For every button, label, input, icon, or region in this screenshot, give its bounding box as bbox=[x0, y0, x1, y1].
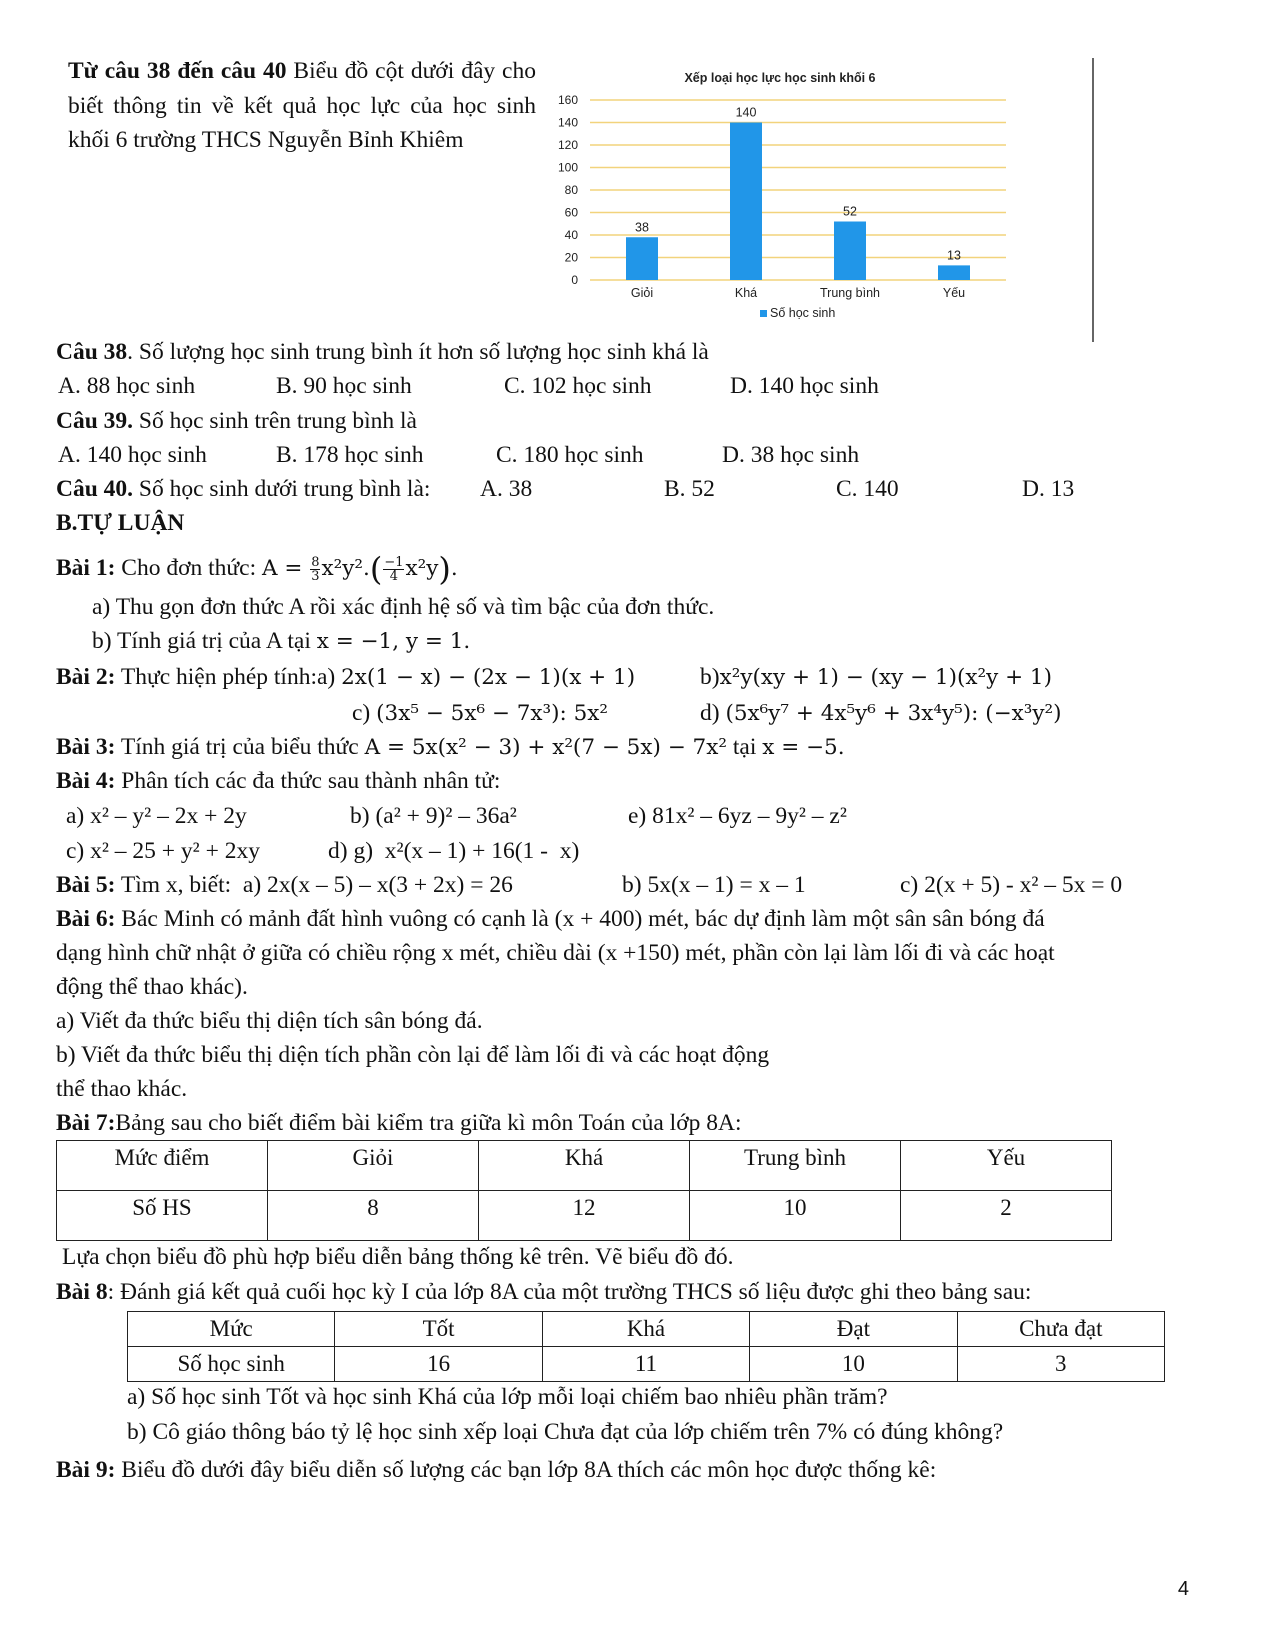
question-39-text: Số học sinh trên trung bình là bbox=[133, 408, 417, 434]
q39-option-d: D. 38 học sinh bbox=[722, 442, 860, 468]
bar bbox=[626, 237, 658, 280]
table-cell: 16 bbox=[335, 1347, 542, 1382]
intro-paragraph bbox=[68, 54, 536, 158]
bai-1 bbox=[56, 550, 458, 588]
q38-option-b: B. 90 học sinh bbox=[276, 373, 412, 399]
bar-chart-svg bbox=[548, 58, 1088, 342]
bai-6-label: Bài 6: bbox=[56, 906, 116, 932]
y-tick-label: 40 bbox=[564, 228, 578, 242]
bai-5-label: Bài 5: bbox=[56, 872, 116, 898]
table-cell: Số học sinh bbox=[128, 1347, 335, 1382]
bai-8-table bbox=[127, 1311, 1165, 1382]
bai-3-tai: tại bbox=[732, 734, 757, 760]
bai-2-part-d: d) (5x⁶y⁷ + 4x⁵y⁶ + 3x⁴y⁵): (−x³y²) bbox=[700, 700, 1062, 726]
bar-chart bbox=[548, 58, 1088, 342]
bai-4-text: Phân tích các đa thức sau thành nhân tử: bbox=[115, 768, 501, 794]
intro-bold: Từ câu 38 đến câu 40 bbox=[68, 58, 287, 84]
y-tick-label: 160 bbox=[557, 93, 578, 107]
bai-1-part-a: a) Thu gọn đơn thức A rồi xác định hệ số và tìm bậc của đơn thức. bbox=[92, 594, 715, 620]
bai-6-part-b-line-1: b) Viết đa thức biểu thị diện tích phần còn lại để làm lối đi và các hoạt động bbox=[56, 1042, 770, 1068]
bai-9-text: Biểu đồ dưới đây biểu diễn số lượng các bạn lớp 8A thích các môn học được thống kê: bbox=[115, 1457, 937, 1483]
bai-4-part-e: e) 81x² – 6yz – 9y² – z² bbox=[628, 803, 847, 829]
y-tick-label: 140 bbox=[557, 115, 578, 130]
data-label: 52 bbox=[843, 204, 857, 219]
q40-option-c: C. 140 bbox=[836, 476, 899, 502]
bai-5-part-b: b) 5x(x – 1) = x – 1 bbox=[622, 872, 806, 898]
bai-7-instruction: Lựa chọn biểu đồ phù hợp biểu diễn bảng thống kê trên. Vẽ biểu đồ đó. bbox=[62, 1244, 734, 1270]
bai-2-part-b: b)x²y(xy + 1) − (xy − 1)(x²y + 1) bbox=[700, 664, 1052, 690]
bai-1-formula: A = $\frac{8}{3}$ x²y².( $\frac{-1}{4}$ x²y). bbox=[261, 550, 458, 588]
table-cell: Số HS bbox=[57, 1191, 268, 1241]
table-cell: Mức bbox=[128, 1312, 335, 1347]
bar bbox=[730, 123, 762, 281]
q38-option-d: D. 140 học sinh bbox=[730, 373, 879, 399]
table-cell: Khá bbox=[542, 1312, 749, 1347]
q40-option-d: D. 13 bbox=[1022, 476, 1075, 502]
bai-6-part-b-line-2: thể thao khác. bbox=[56, 1076, 188, 1102]
x-tick-label: Yếu bbox=[942, 286, 966, 300]
q39-option-a: A. 140 học sinh bbox=[58, 442, 207, 468]
question-38-label: Câu 38 bbox=[56, 339, 128, 365]
bar bbox=[834, 222, 866, 281]
x-tick-label: Giỏi bbox=[630, 286, 654, 300]
bai-8-part-a: a) Số học sinh Tốt và học sinh Khá của lớp mỗi loại chiếm bao nhiêu phần trăm? bbox=[127, 1384, 888, 1410]
bai-2-label: Bài 2: bbox=[56, 664, 116, 690]
table-row bbox=[128, 1347, 1165, 1382]
q39-option-b: B. 178 học sinh bbox=[276, 442, 424, 468]
bai-4 bbox=[56, 768, 500, 795]
bai-1-part-b: b) Tính giá trị của A tại x = −1, y = 1. bbox=[92, 628, 471, 654]
y-tick-label: 60 bbox=[564, 205, 578, 220]
chart-border-line bbox=[1092, 58, 1094, 342]
table-cell: 8 bbox=[268, 1191, 479, 1241]
bai-5: Bài 5: Tìm x, biết: a) 2x(x – 5) – x(3 + 2x) = 26 bbox=[56, 872, 513, 898]
question-39 bbox=[56, 408, 417, 435]
table-cell: 10 bbox=[690, 1191, 901, 1241]
bai-5-part-c: c) 2(x + 5) - x² – 5x = 0 bbox=[900, 872, 1123, 898]
bai-4-part-c: c) x² – 25 + y² + 2xy bbox=[66, 838, 260, 864]
bai-3: Bài 3: Tính giá trị của biểu thức A = 5x(x² − 3) + x²(7 − 5x) − 7x² tại x = −5. bbox=[56, 734, 845, 760]
bai-3-text: Tính giá trị của biểu thức bbox=[115, 734, 359, 760]
table-cell: Chưa đạt bbox=[957, 1312, 1164, 1347]
table-cell: 12 bbox=[479, 1191, 690, 1241]
table-cell: Mức điểm bbox=[57, 1141, 268, 1191]
y-tick-label: 20 bbox=[564, 250, 578, 265]
bai-4-part-a: a) x² – y² – 2x + 2y bbox=[66, 803, 247, 829]
intro-text: Biểu đồ cột dưới đây cho biết thông tin về kết quả học lực của học sinh khối 6 trường THCS Nguyễn Bỉnh Khiêm bbox=[68, 58, 536, 153]
bai-7 bbox=[56, 1110, 742, 1137]
bai-1-text: Cho đơn thức: bbox=[115, 555, 257, 581]
bai-6 bbox=[56, 906, 1045, 933]
y-tick-label: 120 bbox=[557, 138, 578, 152]
bai-9-label: Bài 9: bbox=[56, 1457, 116, 1483]
section-b-heading: B.TỰ LUẬN bbox=[56, 510, 185, 536]
fraction-minus1-4: $\frac{-1}{4}$ bbox=[384, 554, 404, 584]
table-cell: 10 bbox=[750, 1347, 957, 1382]
chart-title: Xếp loại học lực học sinh khối 6 bbox=[684, 71, 876, 85]
bai-7-table-header bbox=[57, 1141, 1112, 1191]
table-cell: 2 bbox=[901, 1191, 1112, 1241]
bai-6-line-1: Bác Minh có mảnh đất hình vuông có cạnh là (x + 400) mét, bác dự định làm một sân sân bóng đá bbox=[115, 906, 1045, 932]
table-cell: Yếu bbox=[901, 1141, 1112, 1191]
bai-8-text: : Đánh giá kết quả cuối học kỳ I của lớp 8A của một trường THCS số liệu được ghi theo bảng sau: bbox=[107, 1279, 1032, 1305]
table-cell: Tốt bbox=[335, 1312, 542, 1347]
table-cell: Giỏi bbox=[268, 1141, 479, 1191]
y-tick-label: 80 bbox=[564, 183, 578, 197]
bai-8-label: Bài 8 bbox=[56, 1279, 108, 1305]
bai-3-label: Bài 3: bbox=[56, 734, 116, 760]
question-39-label: Câu 39. bbox=[56, 408, 134, 434]
bai-4-part-b: b) (a² + 9)² – 36a² bbox=[350, 803, 517, 829]
legend-swatch bbox=[760, 310, 767, 317]
bai-9 bbox=[56, 1457, 936, 1484]
bai-1-label: Bài 1: bbox=[56, 555, 116, 581]
y-tick-label: 100 bbox=[557, 160, 578, 175]
bai-8 bbox=[56, 1279, 1031, 1306]
y-tick-label: 0 bbox=[571, 273, 578, 287]
bai-6-line-3: động thể thao khác). bbox=[56, 974, 248, 1000]
data-label: 13 bbox=[947, 248, 961, 263]
table-cell: 3 bbox=[957, 1347, 1164, 1382]
table-cell: Khá bbox=[479, 1141, 690, 1191]
question-38-text: . Số lượng học sinh trung bình ít hơn số lượng học sinh khá là bbox=[127, 339, 709, 365]
bai-6-part-a: a) Viết đa thức biểu thị diện tích sân bóng đá. bbox=[56, 1008, 483, 1034]
table-row bbox=[57, 1191, 1112, 1241]
q38-option-a: A. 88 học sinh bbox=[58, 373, 196, 399]
question-38 bbox=[56, 339, 709, 366]
q38-option-c: C. 102 học sinh bbox=[504, 373, 652, 399]
table-cell: Trung bình bbox=[690, 1141, 901, 1191]
bai-7-table bbox=[56, 1140, 1112, 1241]
data-label: 140 bbox=[735, 105, 757, 120]
bar bbox=[938, 265, 970, 280]
q40-option-a: A. 38 bbox=[480, 476, 533, 502]
question-40-label: Câu 40. bbox=[56, 476, 134, 502]
question-40-text: Số học sinh dưới trung bình là: bbox=[133, 476, 431, 502]
x-tick-label: Khá bbox=[734, 286, 758, 300]
bai-2-part-c: c) (3x⁵ − 5x⁶ − 7x³): 5x² bbox=[352, 700, 609, 726]
bai-4-part-dg: d) g) x²(x – 1) + 16(1 - x) bbox=[328, 838, 580, 864]
fraction-8-3: $\frac{8}{3}$ bbox=[311, 554, 320, 584]
page-number: 4 bbox=[1177, 1578, 1189, 1600]
x-tick-label: Trung bình bbox=[820, 286, 880, 300]
bai-2: Bài 2: Thực hiện phép tính:a) 2x(1 − x) − (2x − 1)(x + 1) bbox=[56, 664, 636, 690]
bai-6-line-2: dạng hình chữ nhật ở giữa có chiều rộng x mét, chiều dài (x +150) mét, phần còn lại làm lối đi và các hoạt bbox=[56, 940, 1055, 966]
table-cell: Đạt bbox=[750, 1312, 957, 1347]
bai-2-text: Thực hiện phép tính: bbox=[115, 664, 317, 690]
bai-7-text: Bảng sau cho biết điểm bài kiểm tra giữa kì môn Toán của lớp 8A: bbox=[115, 1110, 742, 1136]
bai-4-label: Bài 4: bbox=[56, 768, 116, 794]
question-40 bbox=[56, 476, 430, 503]
legend-label: Số học sinh bbox=[770, 306, 836, 320]
bai-7-label: Bài 7: bbox=[56, 1110, 116, 1136]
bai-5-text: Tìm x, biết: bbox=[115, 872, 232, 898]
bai-8-table-header bbox=[128, 1312, 1165, 1347]
table-cell: 11 bbox=[542, 1347, 749, 1382]
data-label: 38 bbox=[635, 220, 649, 235]
bai-1-part-b-text: b) Tính giá trị của A tại bbox=[92, 628, 311, 654]
q39-option-c: C. 180 học sinh bbox=[496, 442, 644, 468]
q40-option-b: B. 52 bbox=[664, 476, 715, 502]
bai-8-part-b: b) Cô giáo thông báo tỷ lệ học sinh xếp loại Chưa đạt của lớp chiếm trên 7% có đúng không? bbox=[127, 1419, 1004, 1445]
